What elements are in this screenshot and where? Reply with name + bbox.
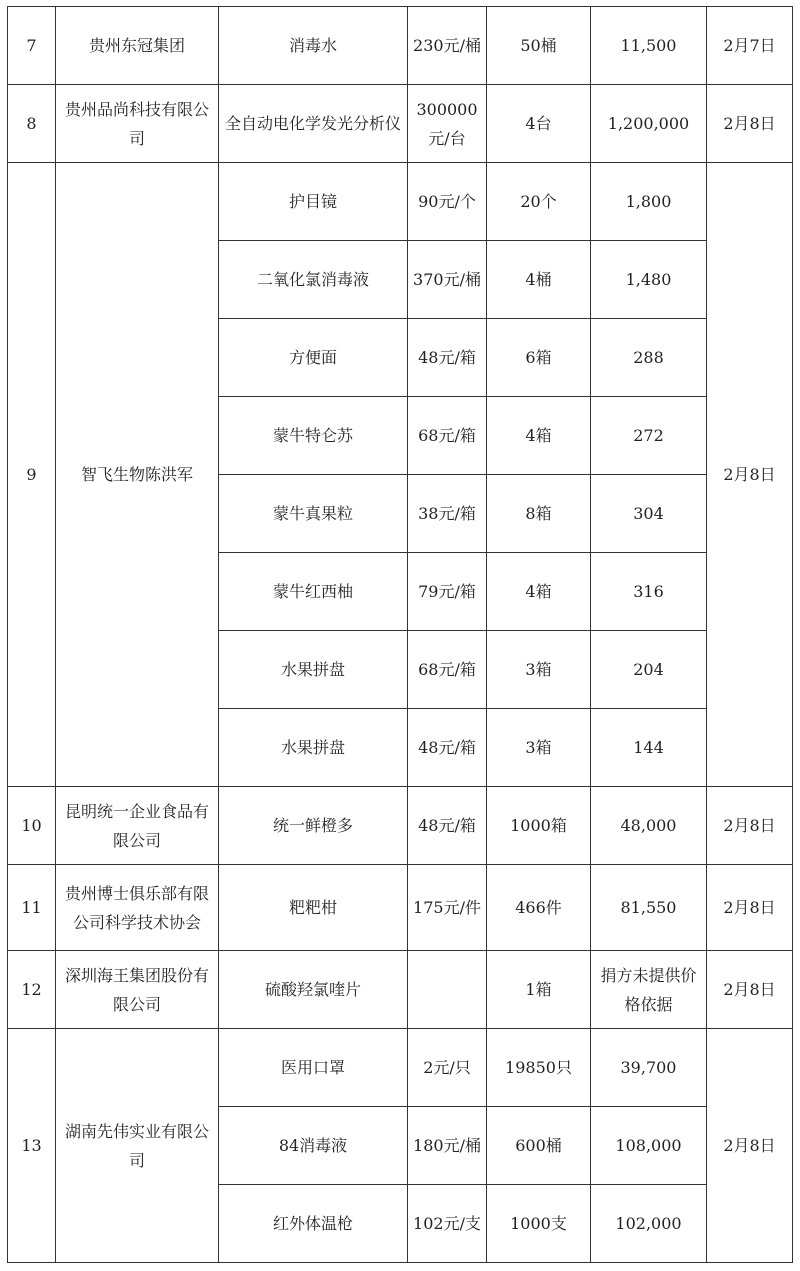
amount: 捐方未提供价格依据 bbox=[591, 951, 707, 1029]
quantity: 50桶 bbox=[487, 7, 591, 85]
donation-date: 2月8日 bbox=[707, 951, 793, 1029]
donor-name: 贵州博士俱乐部有限公司科学技术协会 bbox=[56, 865, 219, 951]
item-name: 护目镜 bbox=[219, 163, 408, 241]
unit-price: 68元/箱 bbox=[408, 631, 487, 709]
table-row bbox=[8, 1029, 793, 1107]
quantity: 600桶 bbox=[487, 1107, 591, 1185]
amount: 81,550 bbox=[591, 865, 707, 951]
unit-price: 48元/箱 bbox=[408, 787, 487, 865]
item-name: 蒙牛红西柚 bbox=[219, 553, 408, 631]
item-name: 方便面 bbox=[219, 319, 408, 397]
row-number: 9 bbox=[8, 163, 56, 787]
unit-price: 370元/桶 bbox=[408, 241, 487, 319]
item-name: 医用口罩 bbox=[219, 1029, 408, 1107]
amount: 11,500 bbox=[591, 7, 707, 85]
item-name: 统一鲜橙多 bbox=[219, 787, 408, 865]
amount: 48,000 bbox=[591, 787, 707, 865]
amount: 304 bbox=[591, 475, 707, 553]
amount: 102,000 bbox=[591, 1185, 707, 1263]
item-name: 红外体温枪 bbox=[219, 1185, 408, 1263]
quantity: 6箱 bbox=[487, 319, 591, 397]
amount: 1,800 bbox=[591, 163, 707, 241]
donor-name: 深圳海王集团股份有限公司 bbox=[56, 951, 219, 1029]
table-row bbox=[8, 85, 793, 163]
table-row bbox=[8, 951, 793, 1029]
unit-price: 48元/箱 bbox=[408, 709, 487, 787]
quantity: 4台 bbox=[487, 85, 591, 163]
amount: 39,700 bbox=[591, 1029, 707, 1107]
item-name: 水果拼盘 bbox=[219, 709, 408, 787]
row-number: 13 bbox=[8, 1029, 56, 1263]
unit-price: 180元/桶 bbox=[408, 1107, 487, 1185]
donor-name: 贵州东冠集团 bbox=[56, 7, 219, 85]
row-number: 12 bbox=[8, 951, 56, 1029]
table-row bbox=[8, 865, 793, 951]
item-name: 水果拼盘 bbox=[219, 631, 408, 709]
table-row bbox=[8, 787, 793, 865]
unit-price: 230元/桶 bbox=[408, 7, 487, 85]
unit-price: 38元/箱 bbox=[408, 475, 487, 553]
amount: 108,000 bbox=[591, 1107, 707, 1185]
item-name: 消毒水 bbox=[219, 7, 408, 85]
quantity: 466件 bbox=[487, 865, 591, 951]
donor-name: 湖南先伟实业有限公司 bbox=[56, 1029, 219, 1263]
quantity: 19850只 bbox=[487, 1029, 591, 1107]
unit-price: 175元/件 bbox=[408, 865, 487, 951]
donation-date: 2月8日 bbox=[707, 787, 793, 865]
donor-name: 贵州品尚科技有限公司 bbox=[56, 85, 219, 163]
unit-price: 102元/支 bbox=[408, 1185, 487, 1263]
amount: 316 bbox=[591, 553, 707, 631]
donation-date: 2月8日 bbox=[707, 85, 793, 163]
unit-price: 90元/个 bbox=[408, 163, 487, 241]
amount: 272 bbox=[591, 397, 707, 475]
item-name: 蒙牛真果粒 bbox=[219, 475, 408, 553]
quantity: 3箱 bbox=[487, 709, 591, 787]
quantity: 8箱 bbox=[487, 475, 591, 553]
amount: 204 bbox=[591, 631, 707, 709]
unit-price: 48元/箱 bbox=[408, 319, 487, 397]
unit-price: 300000元/台 bbox=[408, 85, 487, 163]
amount: 1,200,000 bbox=[591, 85, 707, 163]
table-row bbox=[8, 7, 793, 85]
quantity: 20个 bbox=[487, 163, 591, 241]
unit-price bbox=[408, 951, 487, 1029]
unit-price: 68元/箱 bbox=[408, 397, 487, 475]
table-row bbox=[8, 163, 793, 241]
row-number: 7 bbox=[8, 7, 56, 85]
item-name: 蒙牛特仑苏 bbox=[219, 397, 408, 475]
amount: 288 bbox=[591, 319, 707, 397]
donation-date: 2月8日 bbox=[707, 163, 793, 787]
quantity: 4箱 bbox=[487, 397, 591, 475]
quantity: 1箱 bbox=[487, 951, 591, 1029]
quantity: 4桶 bbox=[487, 241, 591, 319]
quantity: 4箱 bbox=[487, 553, 591, 631]
quantity: 3箱 bbox=[487, 631, 591, 709]
amount: 1,480 bbox=[591, 241, 707, 319]
item-name: 全自动电化学发光分析仪 bbox=[219, 85, 408, 163]
item-name: 84消毒液 bbox=[219, 1107, 408, 1185]
row-number: 8 bbox=[8, 85, 56, 163]
item-name: 粑粑柑 bbox=[219, 865, 408, 951]
donation-date: 2月7日 bbox=[707, 7, 793, 85]
item-name: 硫酸羟氯喹片 bbox=[219, 951, 408, 1029]
donor-name: 智飞生物陈洪军 bbox=[56, 163, 219, 787]
quantity: 1000箱 bbox=[487, 787, 591, 865]
row-number: 10 bbox=[8, 787, 56, 865]
unit-price: 79元/箱 bbox=[408, 553, 487, 631]
unit-price: 2元/只 bbox=[408, 1029, 487, 1107]
amount: 144 bbox=[591, 709, 707, 787]
donation-date: 2月8日 bbox=[707, 865, 793, 951]
quantity: 1000支 bbox=[487, 1185, 591, 1263]
donor-name: 昆明统一企业食品有限公司 bbox=[56, 787, 219, 865]
donation-date: 2月8日 bbox=[707, 1029, 793, 1263]
donation-table bbox=[7, 6, 793, 1263]
row-number: 11 bbox=[8, 865, 56, 951]
item-name: 二氧化氯消毒液 bbox=[219, 241, 408, 319]
